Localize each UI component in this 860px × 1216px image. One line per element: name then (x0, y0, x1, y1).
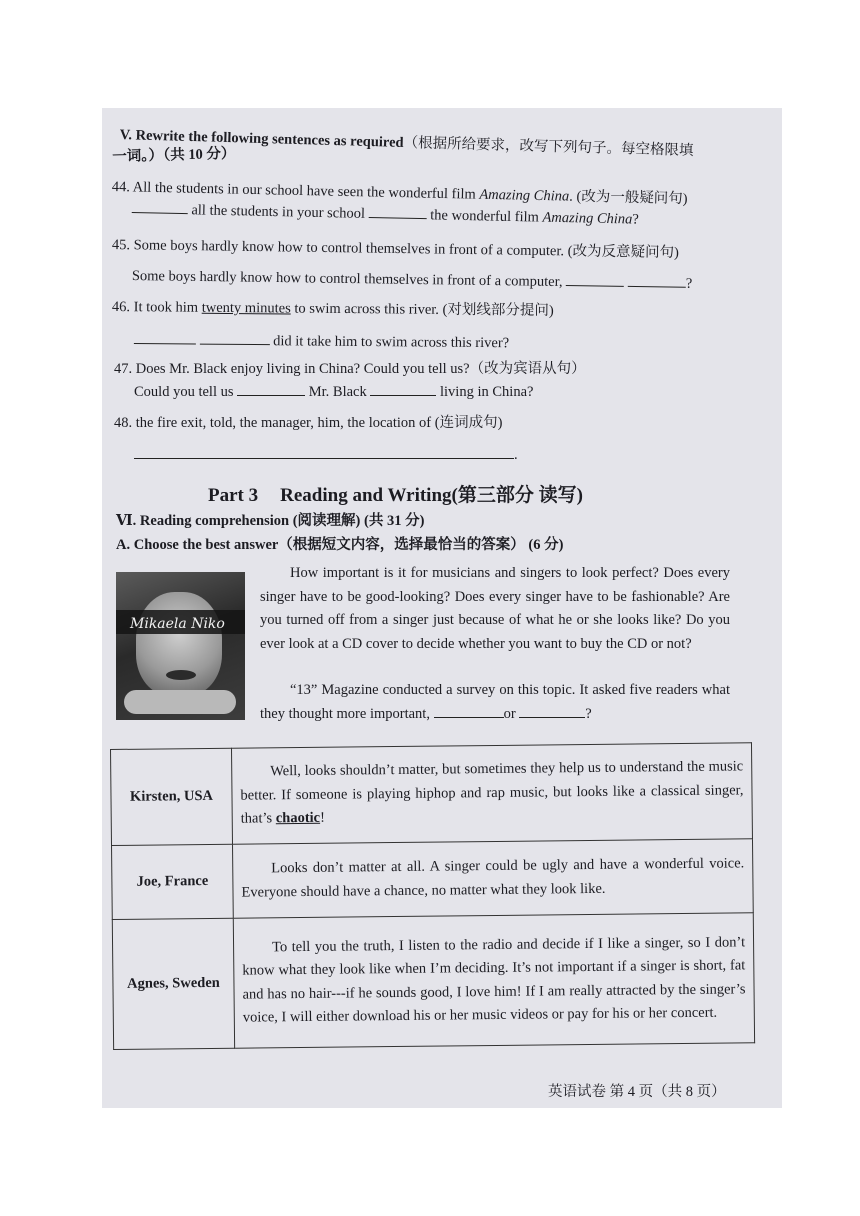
q48-answer-end: . (514, 447, 518, 463)
question-48-prompt (114, 414, 502, 432)
opinions-table (110, 742, 755, 1050)
exam-page (102, 108, 782, 1108)
question-46-answer (134, 331, 509, 352)
q44-answer-title: Amazing China (542, 209, 633, 228)
section-5-heading-en: V. Rewrite the following sentences as required (119, 126, 404, 151)
section-5-heading-cn: （根据所给要求，改写下列句子。每空格限填 (403, 134, 694, 160)
highlight-word: chaotic (275, 810, 321, 827)
answer-blank[interactable] (566, 273, 624, 287)
answer-line[interactable] (134, 446, 514, 459)
table-row (112, 839, 754, 920)
q47-answer-b: Mr. Black (308, 384, 367, 400)
q46-underlined: twenty minutes (201, 299, 291, 317)
question-47-prompt (114, 360, 586, 378)
part-3-title (208, 480, 583, 507)
q45-answer-end: ? (685, 275, 693, 292)
answer-blank[interactable] (434, 705, 504, 718)
album-cover-image (116, 572, 245, 720)
answer-blank[interactable] (369, 205, 427, 219)
q44-prompt-title: Amazing China (479, 186, 570, 205)
section-6-sub-a-text: A. Choose the best answer（根据短文内容，选择最恰当的答案） (6 分) (116, 537, 564, 553)
answer-blank[interactable] (132, 200, 188, 214)
section-5-heading-cn2: 一词。）（共 10 分） (112, 145, 236, 165)
reader-opinion: To tell you the truth, I listen to the radio and decide if I like a singer, so I don’t know what they look like when I’m deciding. It’s not important if a singer is short, fat and has no hair---if he sounds good, I love him! If I am really attracted by the singer’s voice, I will either download his or her music videos or pay for his or her concert. (233, 913, 754, 1048)
passage-p2-or: or (503, 705, 516, 722)
reader-opinion (231, 743, 752, 844)
q46-prompt-b: to swim across this river. (对划线部分提问) (290, 300, 554, 319)
answer-blank[interactable] (237, 383, 305, 396)
section-6-heading-text: Ⅵ. Reading comprehension (阅读理解) (共 31 分) (116, 513, 425, 529)
q44-answer-b: the wonderful film (430, 207, 543, 226)
q45-answer: Some boys hardly know how to control themselves in front of a computer, (131, 267, 563, 291)
opinion-text: Well, looks shouldn’t matter, but sometimes they help us to understand the music better. If someone is playing hiphop and rap music, but looks like a classical singer, that’s (240, 758, 744, 827)
passage-paragraph-2 (260, 679, 730, 726)
reader-name: Joe, France (112, 844, 234, 919)
singer-lips (166, 670, 196, 680)
q46-prompt-a: 46. It took him (111, 298, 202, 316)
reader-name: Kirsten, USA (111, 748, 233, 845)
question-47-answer (134, 383, 533, 401)
singer-face (136, 592, 222, 696)
q44-prompt-b: . (改为一般疑问句) (569, 188, 688, 208)
q44-prompt-a: 44. All the students in our school have seen the wonderful film (111, 178, 480, 203)
section-6-sub-a (116, 536, 563, 554)
q44-answer-end: ? (632, 211, 639, 228)
passage-paragraph-1: How important is it for musicians and singers to look perfect? Does every singer have to be good-looking? Does every singer have to be fashionable? Are you turned off from a singer just because of what he or she looks like? Do you ever look at a CD cover to decide whether you want to buy the CD or not? (260, 565, 730, 652)
q48-prompt: 48. the fire exit, told, the manager, him, the location of (连词成句) (114, 415, 503, 431)
singer-hands (124, 690, 236, 714)
table-row (112, 913, 754, 1050)
q44-answer-a: all the students in your school (191, 202, 366, 222)
opinion-end: ! (319, 810, 326, 827)
question-48-answer (134, 446, 518, 464)
reader-opinion: Looks don’t matter at all. A singer could be ugly and have a wonderful voice. Everyone should have a chance, no matter what they look like. (233, 839, 754, 918)
part-3-label: Part 3 (208, 485, 259, 506)
question-45-answer (132, 267, 693, 293)
q47-prompt: 47. Does Mr. Black enjoy living in China? Could you tell us?（改为宾语从句） (114, 361, 586, 377)
q47-answer-a: Could you tell us (134, 384, 234, 400)
answer-blank[interactable] (519, 705, 585, 718)
answer-blank[interactable] (134, 331, 196, 345)
answer-blank[interactable] (200, 332, 270, 346)
table-row (111, 743, 753, 846)
part-3-title-en: Reading and Writing (280, 485, 452, 506)
signature-logo: Mikaela Niko (130, 616, 225, 632)
reader-name: Agnes, Sweden (112, 918, 234, 1049)
q45-prompt: 45. Some boys hardly know how to control themselves in front of a computer. (改为反意疑问句) (111, 236, 679, 261)
passage-p2-end: ? (585, 705, 592, 722)
q46-answer: did it take him to swim across this river? (273, 333, 510, 352)
answer-blank[interactable] (628, 274, 686, 288)
part-3-title-cn: (第三部分 读写) (451, 485, 583, 506)
section-5-heading-line2 (112, 145, 236, 166)
section-6-heading (116, 512, 424, 530)
question-45-prompt (112, 236, 679, 262)
page-footer: 英语试卷 第 4 页（共 8 页） (548, 1084, 726, 1100)
answer-blank[interactable] (370, 383, 436, 396)
passage-p2-text: “13” Magazine conducted a survey on this topic. It asked five readers what they thought more important, (260, 682, 730, 722)
q47-answer-c: living in China? (440, 384, 534, 400)
question-46-prompt (112, 298, 554, 320)
